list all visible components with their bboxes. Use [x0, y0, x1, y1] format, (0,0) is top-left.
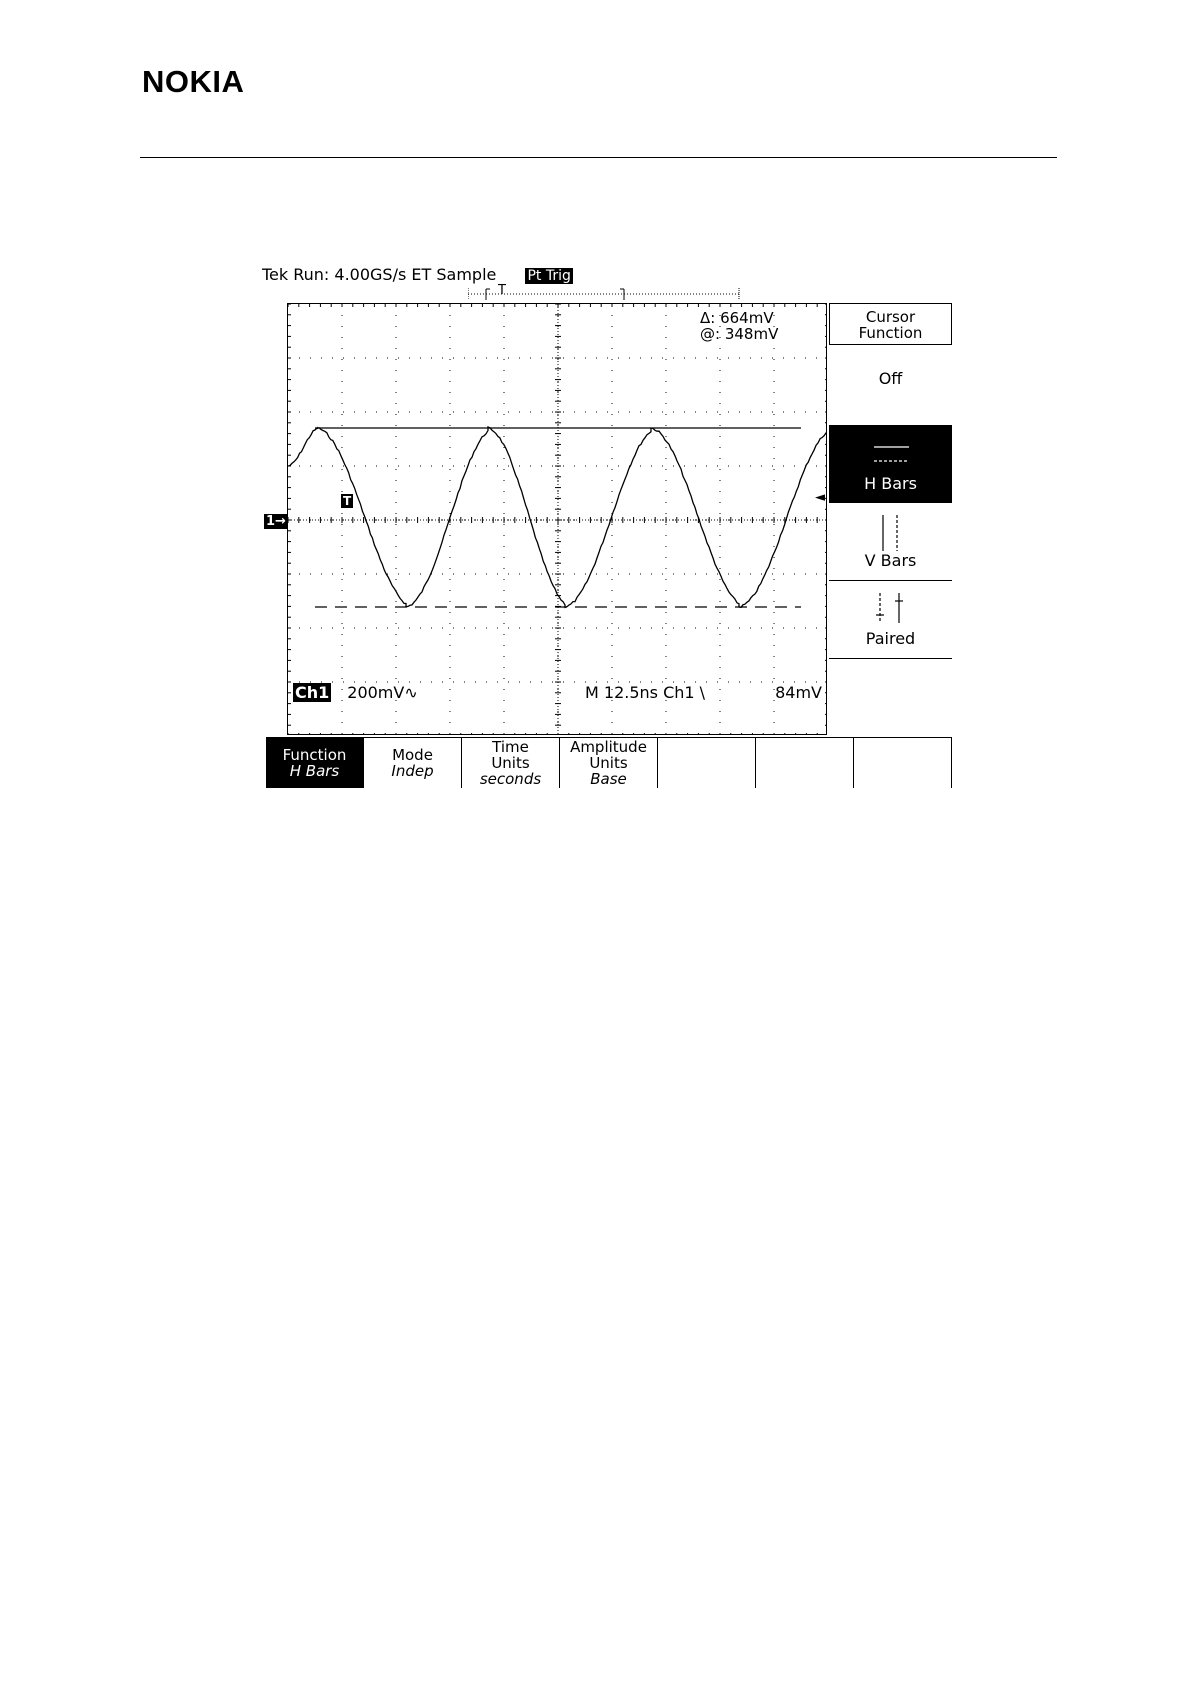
side-item-label: Off	[878, 369, 903, 388]
side-item-label: V Bars	[864, 551, 917, 570]
side-menu-title-line2: Function	[858, 324, 923, 342]
record-trigger-mark: T	[498, 283, 506, 298]
side-item-label: H Bars	[864, 474, 917, 493]
waveform-display	[287, 303, 827, 735]
side-item-label: Paired	[865, 629, 916, 648]
channel-scale: 200mV∿	[347, 683, 418, 702]
side-item-paired[interactable]	[829, 581, 952, 659]
trigger-state-badge: Pt Trig	[527, 268, 571, 284]
side-item-v-bars[interactable]	[829, 503, 952, 581]
cursor-position-readout: @: 348mV	[700, 325, 779, 343]
side-menu-title	[829, 303, 952, 345]
status-text: Tek Run: 4.00GS/s ET Sample	[262, 265, 497, 284]
nokia-logo: NOKIA	[142, 64, 245, 99]
bottom-button-value: seconds	[479, 770, 542, 788]
bottom-menu	[266, 737, 952, 788]
bottom-button-4[interactable]	[560, 738, 658, 788]
cursor-delta-readout: Δ: 664mV	[700, 309, 774, 327]
graticule-and-trace	[288, 304, 827, 735]
channel-label: Ch1	[295, 683, 330, 702]
timebase-readout: M 12.5ns Ch1 \	[585, 683, 706, 702]
bottom-button-title: Function	[282, 746, 347, 764]
bottom-button-2[interactable]	[364, 738, 462, 788]
bottom-button-title: Mode	[392, 746, 433, 764]
bottom-button-value: Indep	[391, 762, 434, 780]
side-menu	[829, 303, 952, 659]
trigger-point-marker: T	[343, 494, 352, 508]
bottom-button-title: Amplitude Units	[570, 738, 647, 772]
record-view-indicator	[468, 285, 740, 297]
side-item-h-bars[interactable]	[829, 425, 952, 503]
header-rule	[140, 157, 1057, 158]
bottom-button-value: Base	[590, 770, 627, 788]
side-item-off[interactable]	[829, 345, 952, 425]
bottom-button-7[interactable]	[854, 738, 952, 788]
bottom-button-3[interactable]	[462, 738, 560, 788]
acquisition-status	[262, 265, 573, 285]
trigger-level-readout: 84mV	[775, 683, 822, 702]
channel-ground-marker: 1→	[266, 514, 286, 529]
bottom-button-6[interactable]	[756, 738, 854, 788]
bottom-button-value: H Bars	[289, 762, 340, 780]
trigger-level-arrow-icon: ◄	[815, 490, 825, 505]
bottom-button-1[interactable]	[266, 738, 364, 788]
side-menu-title-line1: Cursor	[865, 308, 916, 326]
bottom-button-title: Time Units	[491, 738, 530, 772]
bottom-button-5[interactable]	[658, 738, 756, 788]
channel-scale-readout	[293, 684, 418, 702]
record-bracket-icon	[468, 288, 740, 300]
